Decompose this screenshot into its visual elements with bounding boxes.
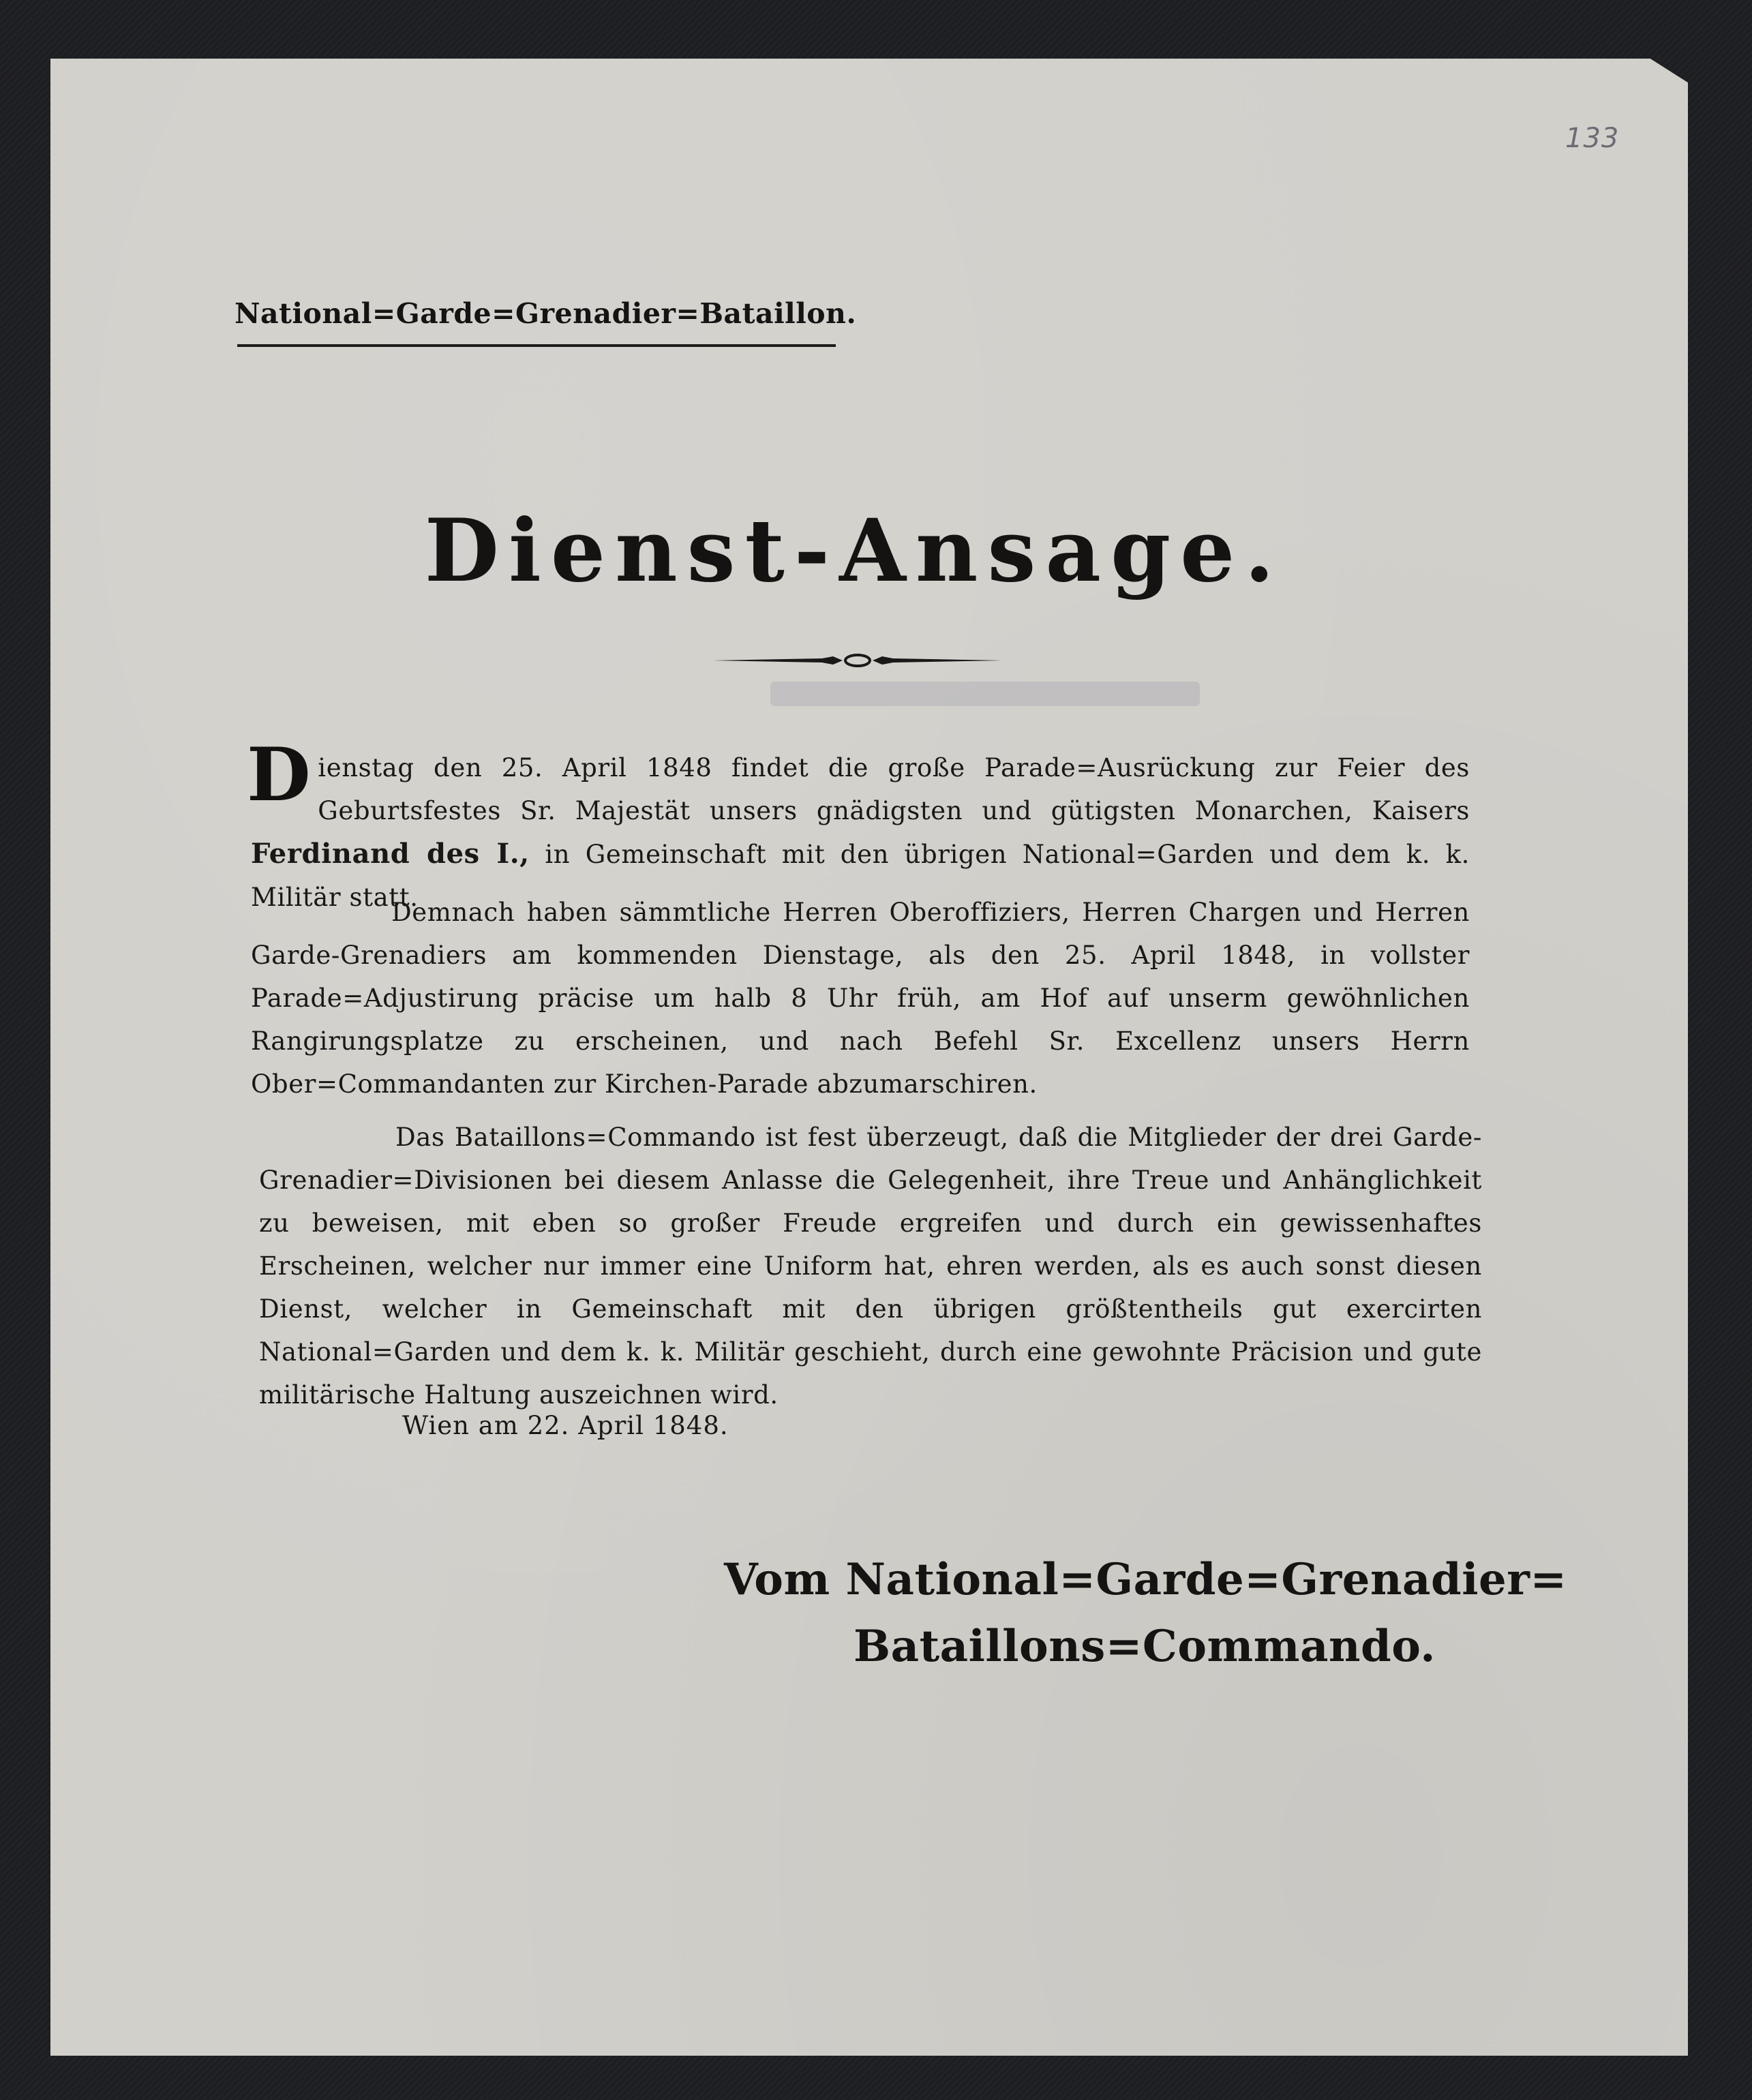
ornament-divider	[713, 651, 1002, 670]
signature-line: Vom National=Garde=Grenadier=	[724, 1554, 1567, 1605]
place-date: Wien am 22. April 1848.	[402, 1411, 729, 1440]
paragraph-text: in Gemeinschaft mit den übrigen National=Garden und dem k. k. Militär statt.	[251, 840, 1470, 912]
faded-stamp	[770, 675, 1200, 713]
folio-number: 133	[1565, 123, 1620, 154]
paragraph-expectation: Das Bataillons=Commando ist fest überzeugt, daß die Mitglieder der drei Garde-Grenadier=Divisionen bei diesem Anlasse die Gelegenheit, ihre Treue und Anhänglichkeit zu beweisen, mit eben so großer Freude ergreifen und durch ein gewissenhaftes Erscheinen, welcher nur immer eine Uniform hat, ehren werden, als es auch sonst diesen Dienst, welcher in Gemeinschaft mit den übrigen größtentheils gut exercirten National=Garden und dem k. k. Militär geschieht, durch eine gewohnte Präcision und gute militärische Haltung auszeichnen wird.	[259, 1123, 1482, 1410]
header-underline	[237, 344, 836, 347]
emperor-name: Ferdinand des I.,	[251, 838, 530, 870]
main-title: Dienst-Ansage.	[424, 500, 1284, 601]
paragraph-instructions: Demnach haben sämmtliche Herren Oberoffiziers, Herren Chargen und Herren Garde-Grenadiers am kommenden Dienstage, als den 25. April 1848, in vollster Parade=Adjustirung präcise um halb 8 Uhr früh, am Hof auf unserm gewöhnlichen Rangirungsplatze zu erscheinen, und nach Befehl Sr. Excellenz unsers Herrn Ober=Commandanten zur Kirchen-Parade abzumarschiren.	[251, 898, 1470, 1099]
drop-cap: D	[247, 732, 312, 818]
header-title: National=Garde=Grenadier=Bataillon.	[235, 297, 857, 330]
paragraph-text: ienstag den 25. April 1848 findet die große Parade=Ausrückung zur Feier des Geburtsfestes Sr. Majestät unsers gnädigsten und gütigsten Monarchen, Kaisers	[318, 753, 1470, 825]
signature-line: Bataillons=Commando.	[854, 1621, 1436, 1672]
